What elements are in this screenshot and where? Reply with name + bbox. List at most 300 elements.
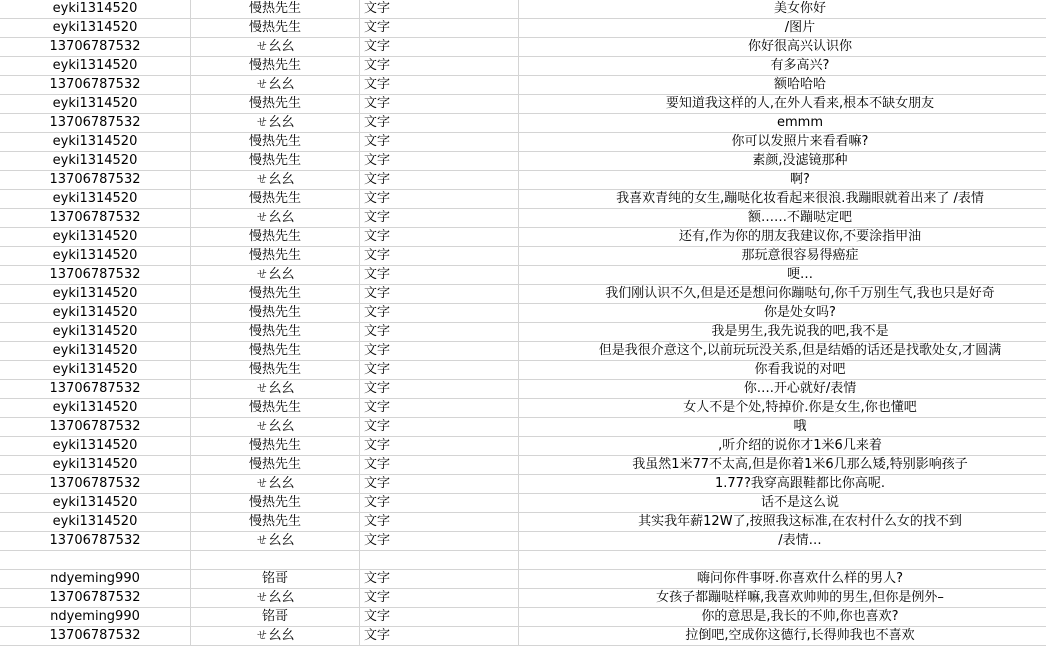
cell-account-text: 13706787532 — [4, 627, 186, 645]
cell-type[interactable] — [360, 589, 519, 608]
cell-account[interactable] — [0, 304, 191, 323]
cell-nickname[interactable] — [191, 133, 360, 152]
cell-account[interactable] — [0, 171, 191, 190]
cell-message[interactable] — [519, 418, 1046, 437]
cell-nickname[interactable] — [191, 608, 360, 627]
table-row[interactable] — [0, 171, 1046, 190]
cell-message-text: 女人不是个处,特掉价.你是女生,你也懂吧 — [523, 399, 1046, 417]
cell-account[interactable] — [0, 285, 191, 304]
cell-message[interactable] — [519, 437, 1046, 456]
cell-account[interactable] — [0, 608, 191, 627]
cell-account[interactable] — [0, 209, 191, 228]
cell-type[interactable] — [360, 133, 519, 152]
cell-message-text: 其实我年薪12W了,按照我这标准,在农村什么女的找不到 — [523, 513, 1046, 531]
cell-type[interactable] — [360, 399, 519, 418]
cell-nickname-text: 慢热先生 — [195, 494, 355, 512]
cell-nickname[interactable] — [191, 247, 360, 266]
cell-type-text: 文字 — [364, 285, 514, 303]
cell-nickname-text: 慢热先生 — [195, 0, 355, 18]
cell-message[interactable] — [519, 19, 1046, 38]
cell-type[interactable] — [360, 209, 519, 228]
cell-message[interactable] — [519, 342, 1046, 361]
cell-type[interactable] — [360, 551, 519, 570]
cell-type[interactable] — [360, 494, 519, 513]
table-row[interactable] — [0, 57, 1046, 76]
cell-type[interactable] — [360, 380, 519, 399]
cell-message[interactable] — [519, 494, 1046, 513]
cell-account-text: eyki1314520 — [4, 361, 186, 379]
cell-type-text: 文字 — [364, 323, 514, 341]
cell-nickname-text: ㄝ幺幺 — [195, 38, 355, 56]
cell-account-text: eyki1314520 — [4, 323, 186, 341]
cell-message-text: 我虽然1米77不太高,但是你着1米6几那么矮,特别影响孩子 — [523, 456, 1046, 474]
cell-type-text: 文字 — [364, 494, 514, 512]
cell-message-text: 你可以发照片来看看嘛? — [523, 133, 1046, 151]
cell-account-text: eyki1314520 — [4, 285, 186, 303]
cell-type[interactable] — [360, 323, 519, 342]
cell-nickname[interactable] — [191, 570, 360, 589]
table-row[interactable] — [0, 494, 1046, 513]
table-row[interactable] — [0, 95, 1046, 114]
cell-nickname-text: 慢热先生 — [195, 304, 355, 322]
table-row[interactable] — [0, 38, 1046, 57]
cell-message[interactable] — [519, 209, 1046, 228]
cell-message[interactable] — [519, 399, 1046, 418]
cell-account-text: eyki1314520 — [4, 228, 186, 246]
cell-account-text: eyki1314520 — [4, 19, 186, 37]
cell-message-text: 美女你好 — [523, 0, 1046, 18]
cell-type-text: 文字 — [364, 399, 514, 417]
table-row[interactable] — [0, 342, 1046, 361]
cell-nickname[interactable] — [191, 266, 360, 285]
cell-message[interactable] — [519, 114, 1046, 133]
cell-message-text: 要知道我这样的人,在外人看来,根本不缺女朋友 — [523, 95, 1046, 113]
cell-type[interactable] — [360, 608, 519, 627]
cell-nickname[interactable] — [191, 76, 360, 95]
table-row[interactable] — [0, 209, 1046, 228]
cell-message-text: 那玩意很容易得癌症 — [523, 247, 1046, 265]
cell-nickname[interactable] — [191, 627, 360, 646]
cell-account[interactable] — [0, 228, 191, 247]
cell-nickname-text: ㄝ幺幺 — [195, 380, 355, 398]
cell-type-text: 文字 — [364, 228, 514, 246]
cell-type[interactable] — [360, 266, 519, 285]
cell-account[interactable] — [0, 475, 191, 494]
cell-message-text: 话不是这么说 — [523, 494, 1046, 512]
cell-account-text: 13706787532 — [4, 171, 186, 189]
cell-message-text: 哦 — [523, 418, 1046, 436]
cell-message-text: 有多高兴? — [523, 57, 1046, 75]
cell-account-text: eyki1314520 — [4, 190, 186, 208]
cell-account[interactable] — [0, 399, 191, 418]
cell-account-text: eyki1314520 — [4, 133, 186, 151]
cell-type[interactable] — [360, 627, 519, 646]
cell-account[interactable] — [0, 95, 191, 114]
cell-nickname-text: ㄝ幺幺 — [195, 589, 355, 607]
cell-nickname-text: 慢热先生 — [195, 513, 355, 531]
cell-message-text: 还有,作为你的朋友我建议你,不要涂指甲油 — [523, 228, 1046, 246]
cell-nickname-text: 铭哥 — [195, 608, 355, 626]
cell-message-text: 你好很高兴认识你 — [523, 38, 1046, 56]
cell-nickname-text: 慢热先生 — [195, 95, 355, 113]
cell-message[interactable] — [519, 152, 1046, 171]
cell-nickname[interactable] — [191, 437, 360, 456]
cell-account-text: eyki1314520 — [4, 95, 186, 113]
cell-message[interactable] — [519, 190, 1046, 209]
cell-nickname[interactable] — [191, 0, 360, 19]
cell-account[interactable] — [0, 323, 191, 342]
cell-nickname-text: 慢热先生 — [195, 456, 355, 474]
cell-nickname[interactable] — [191, 171, 360, 190]
cell-type-text: 文字 — [364, 152, 514, 170]
cell-type-text: 文字 — [364, 342, 514, 360]
cell-account[interactable] — [0, 38, 191, 57]
cell-account-text: 13706787532 — [4, 209, 186, 227]
cell-account[interactable] — [0, 0, 191, 19]
table-row[interactable] — [0, 0, 1046, 19]
cell-nickname-text: 慢热先生 — [195, 323, 355, 341]
cell-account-text: ndyeming990 — [4, 608, 186, 626]
cell-message[interactable] — [519, 57, 1046, 76]
table-row[interactable] — [0, 190, 1046, 209]
table-row[interactable] — [0, 323, 1046, 342]
cell-nickname-text: 慢热先生 — [195, 437, 355, 455]
cell-type[interactable] — [360, 285, 519, 304]
cell-message[interactable] — [519, 589, 1046, 608]
cell-message-text: 我喜欢青纯的女生,蹦哒化妆看起来很浪.我蹦眼就着出来了 /表情 — [523, 190, 1046, 208]
cell-nickname[interactable] — [191, 190, 360, 209]
cell-message[interactable] — [519, 551, 1046, 570]
cell-type[interactable] — [360, 342, 519, 361]
cell-account-text: 13706787532 — [4, 114, 186, 132]
cell-type-text: 文字 — [364, 380, 514, 398]
cell-nickname[interactable] — [191, 589, 360, 608]
cell-message-text: 哽… — [523, 266, 1046, 284]
cell-message-text: 1.77?我穿高跟鞋都比你高呢. — [523, 475, 1046, 493]
cell-type[interactable] — [360, 304, 519, 323]
cell-account[interactable] — [0, 361, 191, 380]
cell-type-text: 文字 — [364, 456, 514, 474]
cell-account-text: eyki1314520 — [4, 57, 186, 75]
table-row[interactable] — [0, 551, 1046, 570]
cell-account[interactable] — [0, 456, 191, 475]
cell-account[interactable] — [0, 57, 191, 76]
cell-message[interactable] — [519, 608, 1046, 627]
cell-message[interactable] — [519, 456, 1046, 475]
cell-nickname-text: 慢热先生 — [195, 152, 355, 170]
cell-type[interactable] — [360, 532, 519, 551]
cell-account[interactable] — [0, 627, 191, 646]
cell-nickname[interactable] — [191, 285, 360, 304]
cell-account-text: 13706787532 — [4, 266, 186, 284]
cell-nickname[interactable] — [191, 152, 360, 171]
cell-type-text: 文字 — [364, 95, 514, 113]
cell-nickname-text: ㄝ幺幺 — [195, 266, 355, 284]
cell-account[interactable] — [0, 513, 191, 532]
cell-account[interactable] — [0, 266, 191, 285]
cell-type-text: 文字 — [364, 133, 514, 151]
cell-message-text: 你是处女吗? — [523, 304, 1046, 322]
cell-message-text: 啊? — [523, 171, 1046, 189]
cell-account-text: 13706787532 — [4, 38, 186, 56]
cell-message[interactable] — [519, 133, 1046, 152]
cell-message[interactable] — [519, 76, 1046, 95]
cell-account-text: 13706787532 — [4, 76, 186, 94]
cell-message[interactable] — [519, 95, 1046, 114]
table-row[interactable] — [0, 589, 1046, 608]
cell-type[interactable] — [360, 152, 519, 171]
cell-type-text: 文字 — [364, 570, 514, 588]
cell-account[interactable] — [0, 114, 191, 133]
cell-type[interactable] — [360, 361, 519, 380]
cell-account-text: eyki1314520 — [4, 0, 186, 18]
table-row[interactable] — [0, 380, 1046, 399]
cell-type-text: 文字 — [364, 209, 514, 227]
cell-account[interactable] — [0, 76, 191, 95]
cell-type[interactable] — [360, 475, 519, 494]
cell-account[interactable] — [0, 190, 191, 209]
cell-nickname-text: 慢热先生 — [195, 57, 355, 75]
table-row[interactable] — [0, 285, 1046, 304]
table-row[interactable] — [0, 361, 1046, 380]
cell-nickname[interactable] — [191, 399, 360, 418]
cell-account[interactable] — [0, 418, 191, 437]
cell-account-text: eyki1314520 — [4, 399, 186, 417]
table-row[interactable] — [0, 266, 1046, 285]
cell-type-text: 文字 — [364, 627, 514, 645]
cell-nickname-text: ㄝ幺幺 — [195, 114, 355, 132]
table-row[interactable] — [0, 627, 1046, 646]
cell-account-text: eyki1314520 — [4, 247, 186, 265]
cell-nickname-text: ㄝ幺幺 — [195, 209, 355, 227]
cell-nickname[interactable] — [191, 494, 360, 513]
table-row[interactable] — [0, 304, 1046, 323]
cell-nickname[interactable] — [191, 380, 360, 399]
cell-type[interactable] — [360, 190, 519, 209]
cell-type-text: 文字 — [364, 361, 514, 379]
cell-nickname-text: 慢热先生 — [195, 399, 355, 417]
cell-nickname-text: ㄝ幺幺 — [195, 532, 355, 550]
cell-message[interactable] — [519, 323, 1046, 342]
cell-account-text: eyki1314520 — [4, 437, 186, 455]
cell-message[interactable] — [519, 266, 1046, 285]
cell-account[interactable] — [0, 152, 191, 171]
cell-type[interactable] — [360, 114, 519, 133]
cell-account-text: ndyeming990 — [4, 570, 186, 588]
cell-nickname[interactable] — [191, 209, 360, 228]
cell-type-text: 文字 — [364, 190, 514, 208]
table-row[interactable] — [0, 570, 1046, 589]
cell-nickname-text: ㄝ幺幺 — [195, 418, 355, 436]
cell-nickname[interactable] — [191, 57, 360, 76]
cell-message-text: 额……不蹦哒定吧 — [523, 209, 1046, 227]
cell-account[interactable] — [0, 437, 191, 456]
cell-type-text: 文字 — [364, 0, 514, 18]
cell-account[interactable] — [0, 589, 191, 608]
cell-account-text: 13706787532 — [4, 475, 186, 493]
cell-message[interactable] — [519, 0, 1046, 19]
cell-type[interactable] — [360, 0, 519, 19]
cell-message-text: 素颜,没滤镜那种 — [523, 152, 1046, 170]
cell-type-text: 文字 — [364, 114, 514, 132]
cell-nickname[interactable] — [191, 228, 360, 247]
table-row[interactable] — [0, 437, 1046, 456]
table-row[interactable] — [0, 247, 1046, 266]
cell-message[interactable] — [519, 570, 1046, 589]
table-row[interactable] — [0, 456, 1046, 475]
cell-account-text: 13706787532 — [4, 418, 186, 436]
cell-message-text: 我们刚认识不久,但是还是想问你蹦哒句,你千万别生气,我也只是好奇 — [523, 285, 1046, 303]
cell-account-text: eyki1314520 — [4, 456, 186, 474]
cell-account-text: eyki1314520 — [4, 342, 186, 360]
table-row[interactable] — [0, 532, 1046, 551]
cell-account[interactable] — [0, 133, 191, 152]
cell-nickname[interactable] — [191, 532, 360, 551]
cell-account[interactable] — [0, 342, 191, 361]
cell-nickname[interactable] — [191, 38, 360, 57]
cell-message-text: 你….开心就好/表情 — [523, 380, 1046, 398]
cell-account[interactable] — [0, 494, 191, 513]
cell-type-text: 文字 — [364, 171, 514, 189]
cell-message-text: 拉倒吧,空成你这德行,长得帅我也不喜欢 — [523, 627, 1046, 645]
cell-type-text: 文字 — [364, 304, 514, 322]
cell-type-text: 文字 — [364, 589, 514, 607]
cell-nickname[interactable] — [191, 95, 360, 114]
cell-nickname-text: 慢热先生 — [195, 133, 355, 151]
cell-type[interactable] — [360, 95, 519, 114]
cell-message-text: 我是男生,我先说我的吧,我不是 — [523, 323, 1046, 341]
table-row[interactable] — [0, 608, 1046, 627]
cell-nickname-text: ㄝ幺幺 — [195, 76, 355, 94]
cell-nickname-text: 慢热先生 — [195, 19, 355, 37]
cell-nickname-text: 慢热先生 — [195, 342, 355, 360]
cell-type-text: 文字 — [364, 266, 514, 284]
cell-message-text: 女孩子都蹦哒样嘛,我喜欢帅帅的男生,但你是例外– — [523, 589, 1046, 607]
cell-account-text: eyki1314520 — [4, 304, 186, 322]
cell-type-text: 文字 — [364, 418, 514, 436]
cell-nickname-text: ㄝ幺幺 — [195, 627, 355, 645]
cell-nickname[interactable] — [191, 475, 360, 494]
cell-type[interactable] — [360, 418, 519, 437]
cell-type-text: 文字 — [364, 513, 514, 531]
cell-type[interactable] — [360, 513, 519, 532]
cell-nickname[interactable] — [191, 323, 360, 342]
table-row[interactable] — [0, 133, 1046, 152]
cell-type-text: 文字 — [364, 19, 514, 37]
table-row[interactable] — [0, 152, 1046, 171]
cell-nickname-text: 铭哥 — [195, 570, 355, 588]
cell-nickname[interactable] — [191, 418, 360, 437]
cell-type[interactable] — [360, 456, 519, 475]
cell-nickname[interactable] — [191, 456, 360, 475]
cell-type-text: 文字 — [364, 608, 514, 626]
cell-message[interactable] — [519, 171, 1046, 190]
cell-nickname-text: 慢热先生 — [195, 228, 355, 246]
cell-message-text: /表情… — [523, 532, 1046, 550]
cell-nickname-text: ㄝ幺幺 — [195, 475, 355, 493]
cell-message[interactable] — [519, 304, 1046, 323]
cell-nickname-text: 慢热先生 — [195, 190, 355, 208]
cell-message[interactable] — [519, 380, 1046, 399]
cell-account[interactable] — [0, 380, 191, 399]
table-row[interactable] — [0, 19, 1046, 38]
cell-type[interactable] — [360, 247, 519, 266]
cell-type[interactable] — [360, 38, 519, 57]
cell-nickname[interactable] — [191, 513, 360, 532]
cell-account-text: 13706787532 — [4, 532, 186, 550]
cell-message-text: 你的意思是,我长的不帅,你也喜欢? — [523, 608, 1046, 626]
cell-message-text: 额哈哈哈 — [523, 76, 1046, 94]
cell-type[interactable] — [360, 570, 519, 589]
cell-nickname-text: 慢热先生 — [195, 247, 355, 265]
cell-account[interactable] — [0, 247, 191, 266]
cell-message[interactable] — [519, 627, 1046, 646]
table-row[interactable] — [0, 399, 1046, 418]
cell-message-text: /图片 — [523, 19, 1046, 37]
cell-type-text: 文字 — [364, 76, 514, 94]
cell-message[interactable] — [519, 285, 1046, 304]
cell-type-text: 文字 — [364, 247, 514, 265]
cell-nickname-text: 慢热先生 — [195, 361, 355, 379]
table-row[interactable] — [0, 513, 1046, 532]
cell-account-text: 13706787532 — [4, 589, 186, 607]
cell-type[interactable] — [360, 171, 519, 190]
cell-nickname[interactable] — [191, 551, 360, 570]
cell-message[interactable] — [519, 532, 1046, 551]
cell-nickname[interactable] — [191, 19, 360, 38]
cell-type[interactable] — [360, 228, 519, 247]
cell-type[interactable] — [360, 19, 519, 38]
table-row[interactable] — [0, 228, 1046, 247]
cell-message-text: ,听介绍的说你才1米6几来着 — [523, 437, 1046, 455]
cell-type[interactable] — [360, 437, 519, 456]
cell-account[interactable] — [0, 19, 191, 38]
cell-nickname[interactable] — [191, 114, 360, 133]
cell-message[interactable] — [519, 361, 1046, 380]
cell-account-text: eyki1314520 — [4, 494, 186, 512]
cell-message-text: 嗨问你件事呀.你喜欢什么样的男人? — [523, 570, 1046, 588]
cell-type-text: 文字 — [364, 38, 514, 56]
cell-nickname[interactable] — [191, 342, 360, 361]
table-row[interactable] — [0, 76, 1046, 95]
cell-account[interactable] — [0, 551, 191, 570]
cell-account-text: eyki1314520 — [4, 513, 186, 531]
cell-message-text: 你看我说的对吧 — [523, 361, 1046, 379]
cell-message[interactable] — [519, 228, 1046, 247]
table-row[interactable] — [0, 114, 1046, 133]
table-row[interactable] — [0, 475, 1046, 494]
cell-message[interactable] — [519, 513, 1046, 532]
cell-nickname[interactable] — [191, 304, 360, 323]
cell-account-text: eyki1314520 — [4, 152, 186, 170]
cell-type[interactable] — [360, 57, 519, 76]
cell-account[interactable] — [0, 532, 191, 551]
cell-type-text: 文字 — [364, 532, 514, 550]
cell-type-text: 文字 — [364, 475, 514, 493]
table-row[interactable] — [0, 418, 1046, 437]
cell-type[interactable] — [360, 76, 519, 95]
cell-message-text: emmm — [523, 114, 1046, 132]
cell-account[interactable] — [0, 570, 191, 589]
cell-type-text: 文字 — [364, 437, 514, 455]
cell-message[interactable] — [519, 475, 1046, 494]
cell-nickname[interactable] — [191, 361, 360, 380]
cell-message[interactable] — [519, 247, 1046, 266]
cell-type-text: 文字 — [364, 57, 514, 75]
cell-nickname-text: ㄝ幺幺 — [195, 171, 355, 189]
cell-message[interactable] — [519, 38, 1046, 57]
cell-message-text: 但是我很介意这个,以前玩玩没关系,但是结婚的话还是找歌处女,才圆满 — [523, 342, 1046, 360]
